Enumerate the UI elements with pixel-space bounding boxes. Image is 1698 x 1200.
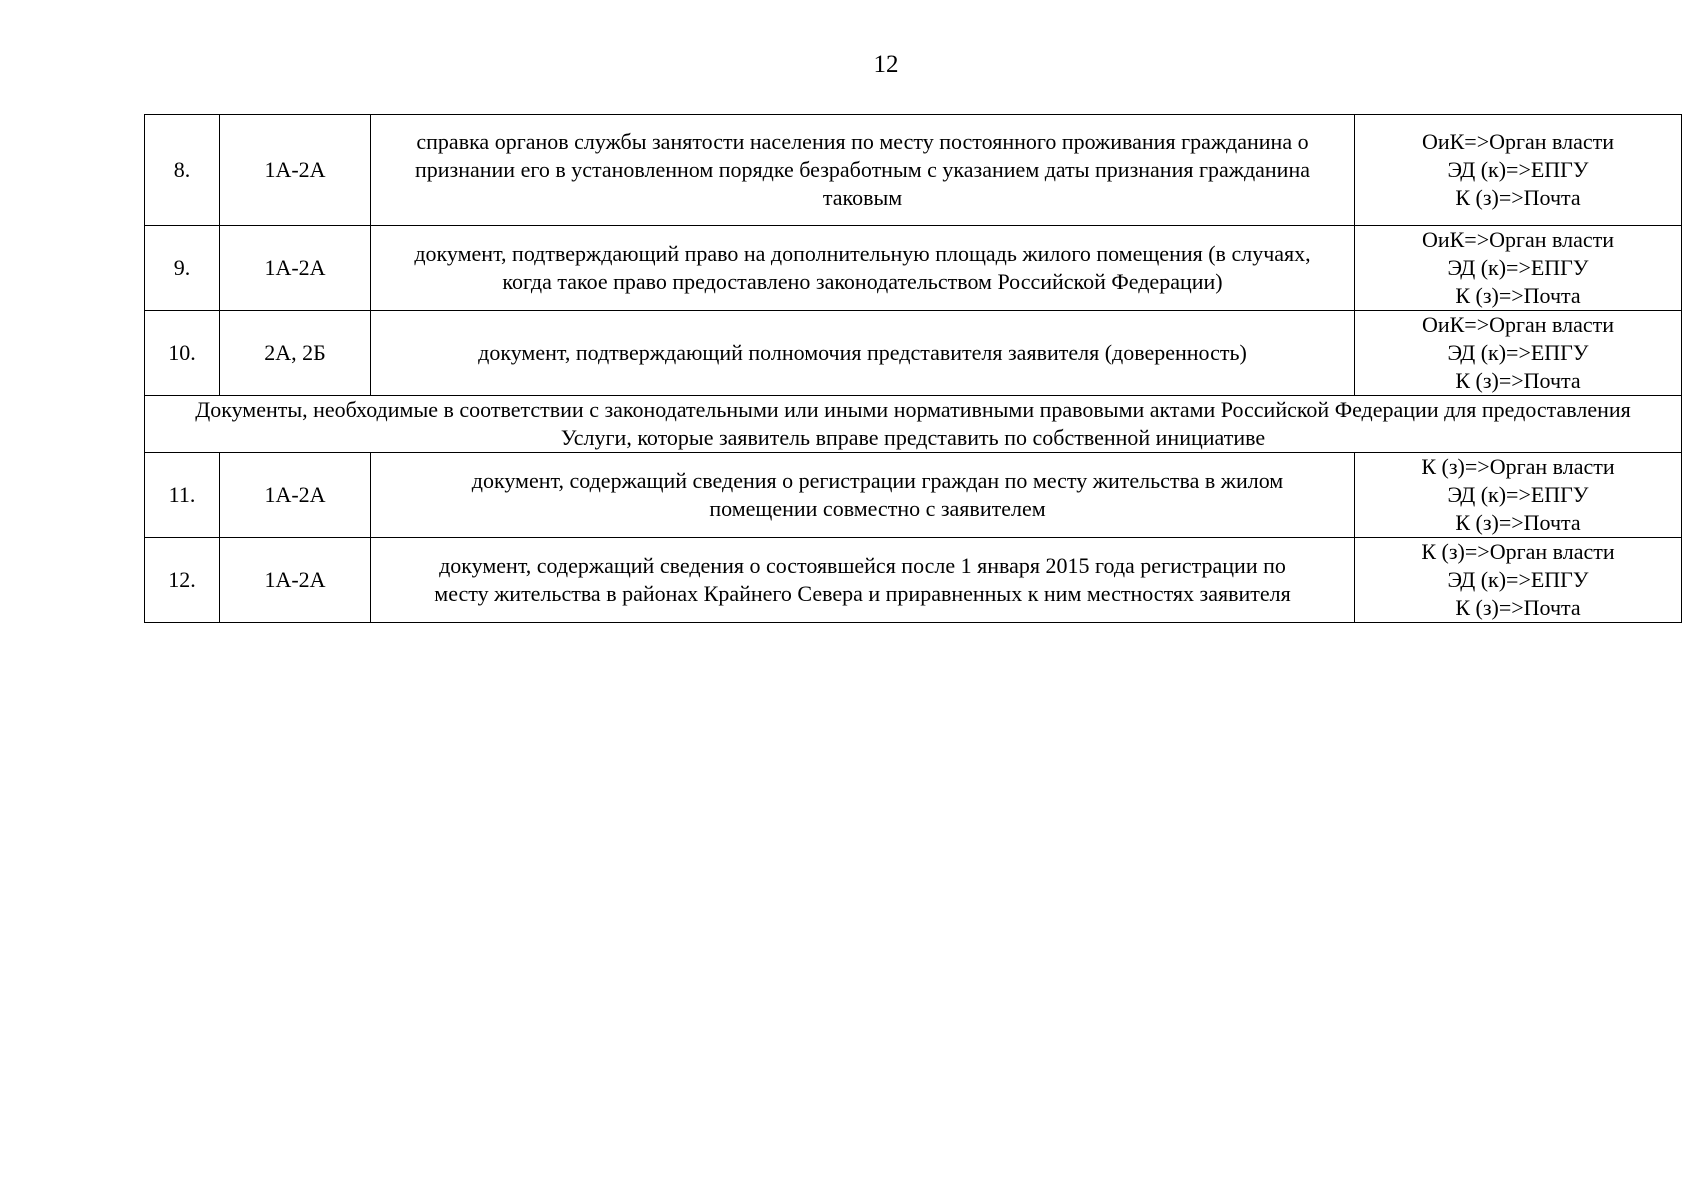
submission-methods [1355, 453, 1682, 538]
row-number: 11. [145, 453, 220, 538]
applicant-code: 2А, 2Б [220, 311, 371, 396]
table-row [145, 311, 1682, 396]
method-line: ОиК=>Орган власти [1421, 129, 1615, 154]
row-number: 9. [145, 226, 220, 311]
method-line: К (з)=>Почта [1455, 185, 1581, 210]
method-line: К (з)=>Почта [1455, 368, 1581, 393]
table-row [145, 538, 1682, 623]
section-header: Документы, необходимые в соответствии с законодательными или иными нормативными правовыми актами Российской Федерации для предоставления Услуги, которые заявитель вправе представить по собственной инициативе [145, 396, 1682, 453]
row-number: 10. [145, 311, 220, 396]
section-header-row [145, 396, 1682, 453]
document-description: документ, подтверждающий полномочия представителя заявителя (доверенность) [371, 311, 1355, 396]
method-line: К (з)=>Почта [1455, 510, 1581, 535]
applicant-code: 1А-2А [220, 453, 371, 538]
method-line: ЭД (к)=>ЕПГУ [1447, 157, 1589, 182]
method-line: ОиК=>Орган власти [1421, 227, 1615, 252]
document-description: документ, подтверждающий право на дополнительную площадь жилого помещения (в случаях, когда такое право предоставлено законодательством Российской Федерации) [371, 226, 1355, 311]
applicant-code: 1А-2А [220, 115, 371, 226]
submission-methods [1355, 115, 1682, 226]
page-number: 12 [873, 51, 899, 78]
method-line: ЭД (к)=>ЕПГУ [1447, 340, 1589, 365]
submission-methods [1355, 538, 1682, 623]
document-description: документ, содержащий сведения о состоявшейся после 1 января 2015 года регистрации по месту жительства в районах Крайнего Севера и приравненных к ним местностях заявителя [371, 538, 1355, 623]
applicant-code: 1А-2А [220, 538, 371, 623]
documents-table [144, 114, 1682, 623]
table-row [145, 115, 1682, 226]
row-number: 8. [145, 115, 220, 226]
table-row [145, 226, 1682, 311]
method-line: К (з)=>Орган власти [1421, 539, 1615, 564]
method-line: ЭД (к)=>ЕПГУ [1447, 482, 1589, 507]
method-line: ЭД (к)=>ЕПГУ [1447, 255, 1589, 280]
submission-methods [1355, 226, 1682, 311]
document-description: документ, содержащий сведения о регистрации граждан по месту жительства в жилом помещении совместно с заявителем [371, 453, 1355, 538]
submission-methods [1355, 311, 1682, 396]
method-line: К (з)=>Почта [1455, 595, 1581, 620]
method-line: ОиК=>Орган власти [1421, 312, 1615, 337]
method-line: К (з)=>Орган власти [1421, 454, 1615, 479]
document-description: справка органов службы занятости населения по месту постоянного проживания гражданина о признании его в установленном порядке безработным с указанием даты признания гражданина таковым [371, 115, 1355, 226]
row-number: 12. [145, 538, 220, 623]
applicant-code: 1А-2А [220, 226, 371, 311]
method-line: ЭД (к)=>ЕПГУ [1447, 567, 1589, 592]
table-row [145, 453, 1682, 538]
method-line: К (з)=>Почта [1455, 283, 1581, 308]
